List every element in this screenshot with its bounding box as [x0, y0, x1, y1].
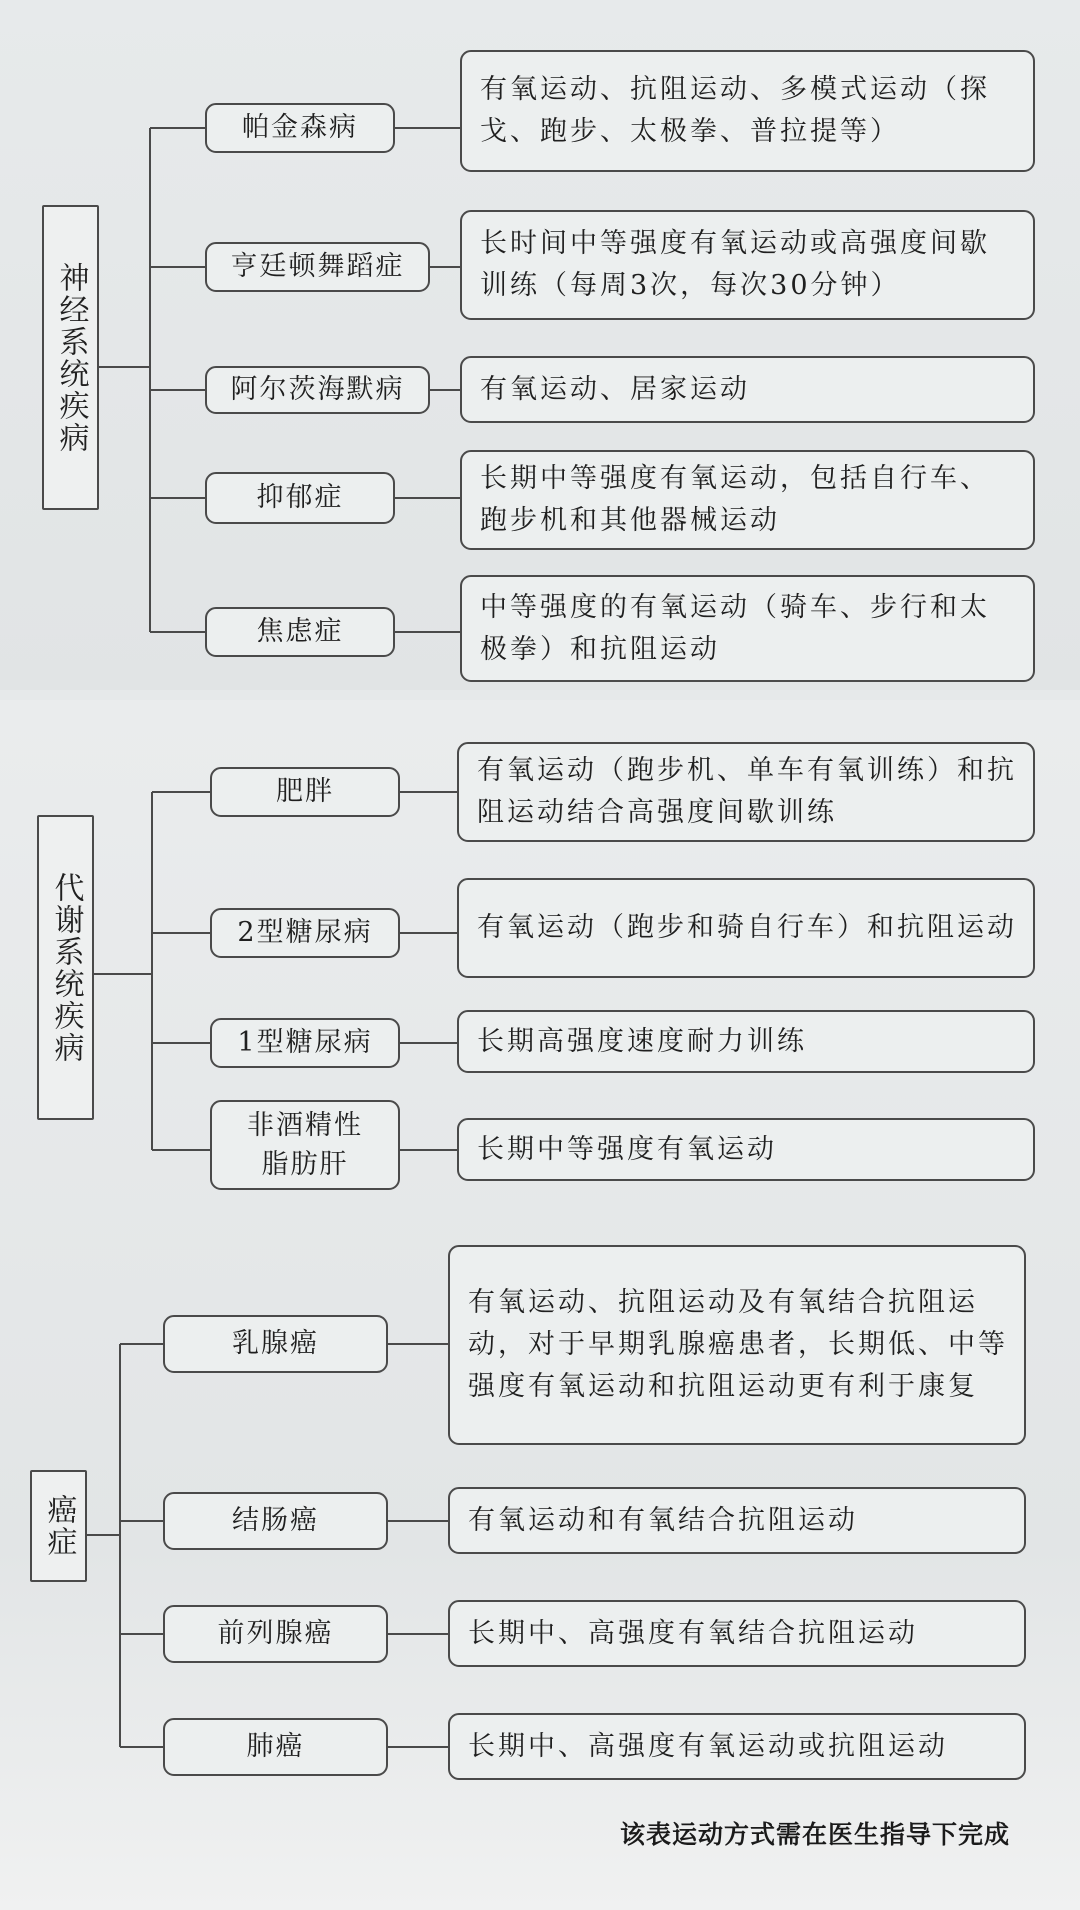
- disease-prostate-cancer: 前列腺癌: [163, 1605, 388, 1663]
- disease-nafld: 非酒精性脂肪肝: [210, 1100, 400, 1190]
- footnote: 该表运动方式需在医生指导下完成: [619, 1820, 1010, 1849]
- method-nafld: 长期中等强度有氧运动: [457, 1118, 1035, 1181]
- disease-depression: 抑郁症: [205, 472, 395, 524]
- method-colon-cancer: 有氧运动和有氧结合抗阻运动: [448, 1487, 1026, 1554]
- category-cancer: 癌症: [30, 1470, 87, 1582]
- disease-type2-diabetes: 2型糖尿病: [210, 908, 400, 958]
- method-huntingtons: 长时间中等强度有氧运动或高强度间歇训练（每周3次，每次30分钟）: [460, 210, 1035, 320]
- disease-type1-diabetes: 1型糖尿病: [210, 1018, 400, 1068]
- category-nervous-system: 神经系统疾病: [42, 205, 99, 510]
- method-type2-diabetes: 有氧运动（跑步和骑自行车）和抗阻运动: [457, 878, 1035, 978]
- disease-lung-cancer: 肺癌: [163, 1718, 388, 1776]
- method-prostate-cancer: 长期中、高强度有氧结合抗阻运动: [448, 1600, 1026, 1667]
- method-type1-diabetes: 长期高强度速度耐力训练: [457, 1010, 1035, 1073]
- disease-colon-cancer: 结肠癌: [163, 1492, 388, 1550]
- method-depression: 长期中等强度有氧运动，包括自行车、跑步机和其他器械运动: [460, 450, 1035, 550]
- disease-parkinsons: 帕金森病: [205, 103, 395, 153]
- method-obesity: 有氧运动（跑步机、单车有氧训练）和抗阻运动结合高强度间歇训练: [457, 742, 1035, 842]
- disease-anxiety: 焦虑症: [205, 607, 395, 657]
- category-metabolic-system: 代谢系统疾病: [37, 815, 94, 1120]
- method-breast-cancer: 有氧运动、抗阻运动及有氧结合抗阻运动，对于早期乳腺癌患者，长期低、中等强度有氧运动和抗阻运动更有利于康复: [448, 1245, 1026, 1445]
- disease-alzheimers: 阿尔茨海默病: [205, 366, 430, 414]
- method-anxiety: 中等强度的有氧运动（骑车、步行和太极拳）和抗阻运动: [460, 575, 1035, 682]
- method-lung-cancer: 长期中、高强度有氧运动或抗阻运动: [448, 1713, 1026, 1780]
- disease-huntingtons: 亨廷顿舞蹈症: [205, 242, 430, 292]
- method-parkinsons: 有氧运动、抗阻运动、多模式运动（探戈、跑步、太极拳、普拉提等）: [460, 50, 1035, 172]
- disease-breast-cancer: 乳腺癌: [163, 1315, 388, 1373]
- method-alzheimers: 有氧运动、居家运动: [460, 356, 1035, 423]
- disease-obesity: 肥胖: [210, 767, 400, 817]
